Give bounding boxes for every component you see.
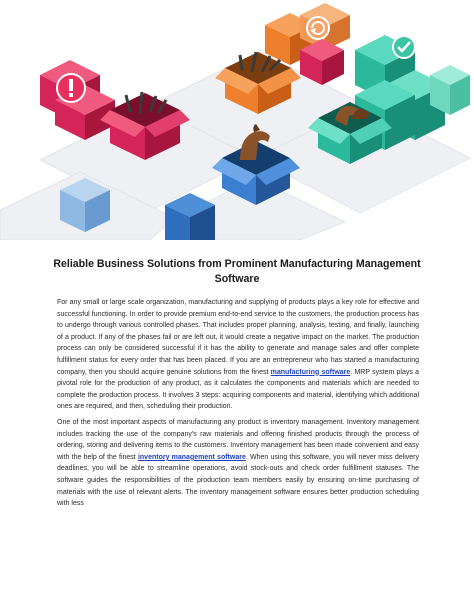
paragraph-2-text-after: . When using this software, you will never miss delivery deadlines, you will be able to streamline operations, avoid stock-outs and check order fulfillment statuses. The software guides the responsibilities of the production team members easily by ensuring on-time purchasing of materials with the use of relevant alerts. The inventory management software ensures better production scheduling with less xyxy=(57,453,419,508)
paragraph-1 xyxy=(57,297,419,413)
refresh-icon xyxy=(307,17,329,39)
inventory-management-software-link[interactable]: inventory management software xyxy=(137,453,246,461)
paragraph-1-text-before: For any small or large scale organization, manufacturing and supplying of products plays a key role for effective and successful functioning. In order to provide premium end-to-end service to the customers, the production process has to undergo through various controlled phases. That includes proper planning, analysis, testing, and finally, launching of a product. If any of the phases fail or are left out, it would create a negative impact on the market. The production process can only be considered successful if it has the ability to generate and manage sales and offer complete fulfillment status for every order that has been placed. If you are an entrepreneur who has started a manufacturing company, then you should acquire genuine solutions from the finest xyxy=(57,299,419,376)
paragraph-2 xyxy=(57,417,419,510)
hero-illustration xyxy=(0,0,474,240)
manufacturing-software-link[interactable]: manufacturing software xyxy=(270,368,351,376)
paragraph-1-text-after: . MRP system plays a pivotal role for the production of any product, as it calculates the components and materials which are needed to complete the production process. It involves 3 steps: acquiring components and material, identifying which additional ones are required, and then, scheduling their production. xyxy=(57,368,419,411)
alert-icon xyxy=(57,74,85,102)
page-title: Reliable Business Solutions from Prominent Manufacturing Management Software xyxy=(53,258,421,285)
check-icon xyxy=(393,36,415,58)
paragraph-2-text-before: One of the most important aspects of manufacturing any product is inventory management. Inventory management includes tracking the use of the company’s raw materials and offering finished products through the process of ordering, storing and delivering items to the customers. Inventory management has been made convenient and easy with the help of the finest xyxy=(57,419,419,461)
